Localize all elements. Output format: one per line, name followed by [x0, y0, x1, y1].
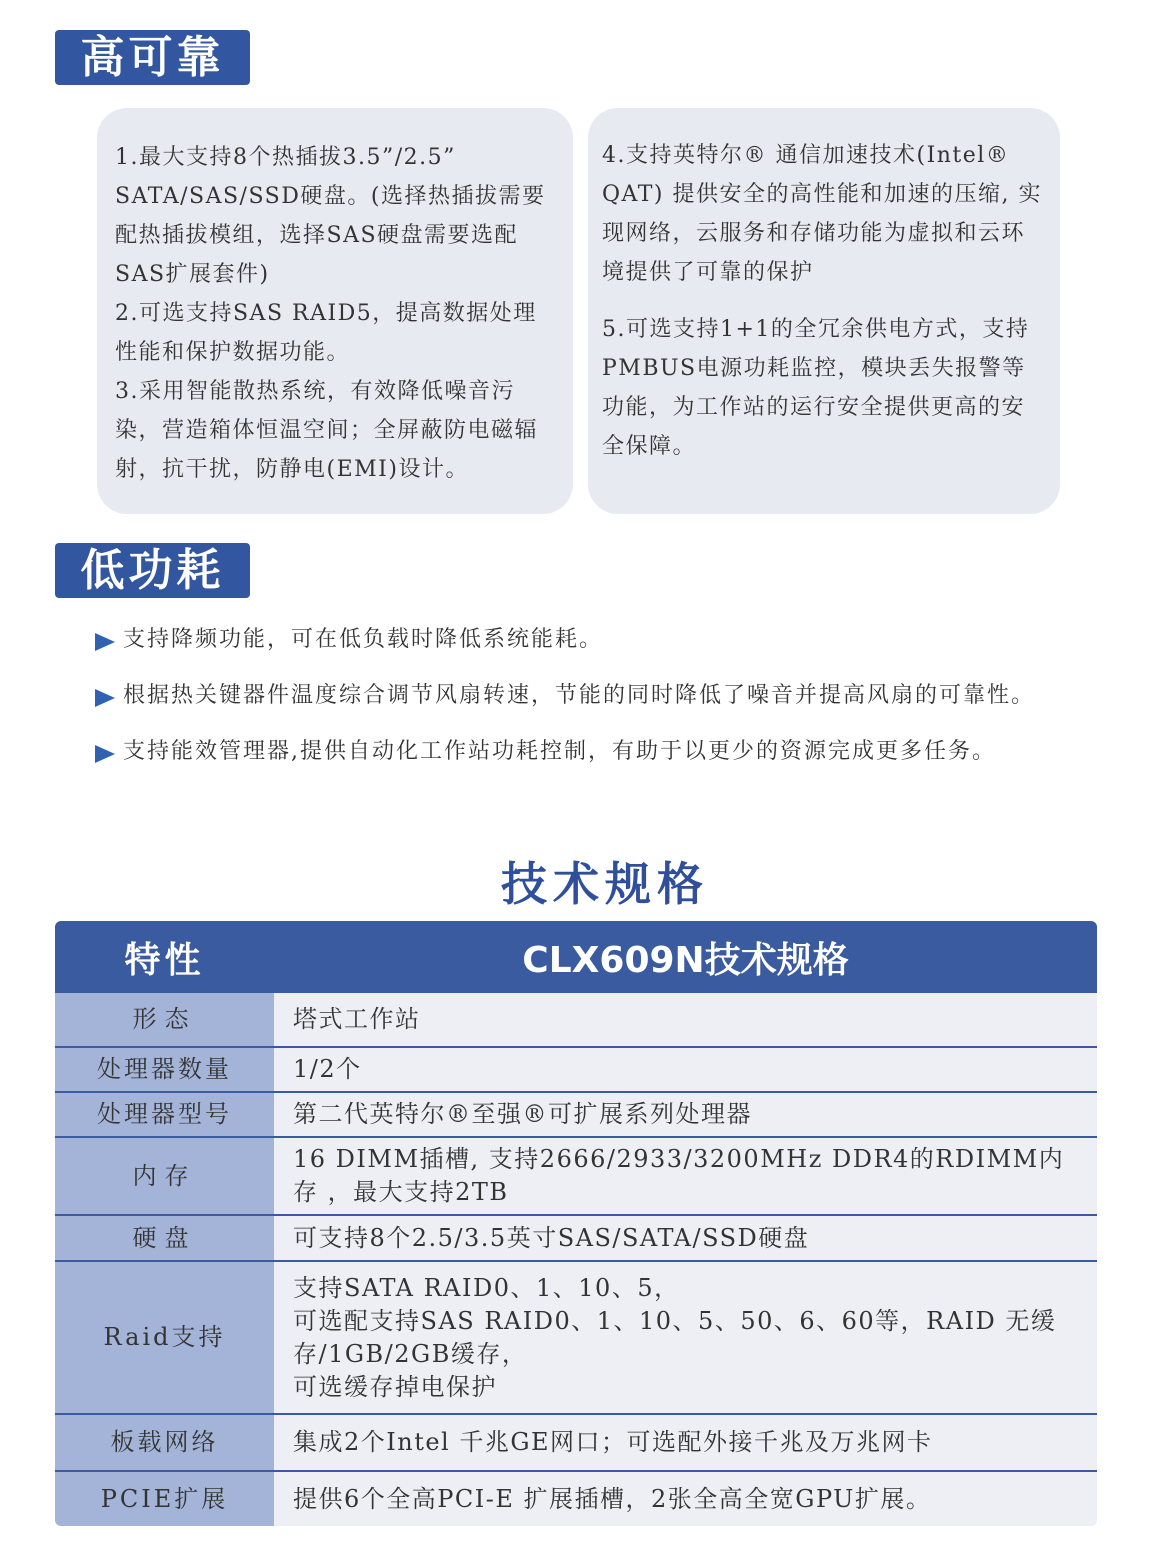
table-row [55, 1047, 1097, 1092]
row-feature: 板载网络 [55, 1414, 274, 1471]
row-value: 可支持8个2.5/3.5英寸SAS/SATA/SSD硬盘 [274, 1215, 1097, 1261]
section-title-low-power: 低功耗 [55, 543, 250, 598]
row-feature: 处理器数量 [55, 1047, 274, 1092]
list-item [95, 676, 1065, 716]
table-row [55, 1092, 1097, 1137]
reliability-card-left [97, 108, 573, 514]
reliability-item-5: 5.可选支持1+1的全冗余供电方式，支持PMBUS电源功耗监控，模块丢失报警等功能，为工作站的运行安全提供更高的安全保障。 [602, 317, 1030, 459]
arrow-bullet-icon [95, 633, 115, 651]
row-feature: 处理器型号 [55, 1092, 274, 1137]
row-value: 支持SATA RAID0、1、10、5， 可选配支持SAS RAID0、1、10、5、50、6、60等，RAID 无缓存/1GB/2GB缓存， 可选缓存掉电保护 [274, 1261, 1097, 1414]
row-feature: 硬盘 [55, 1215, 274, 1261]
specs-table [55, 921, 1097, 1526]
arrow-bullet-icon [95, 689, 115, 707]
table-row [55, 1414, 1097, 1471]
table-row [55, 993, 1097, 1047]
low-power-list [95, 620, 1065, 788]
list-item-text: 支持降频功能，可在低负载时降低系统能耗。 [123, 627, 604, 652]
reliability-item-2: 2.可选支持SAS RAID5，提高数据处理性能和保护数据功能。 [115, 301, 537, 365]
table-row [55, 1471, 1097, 1526]
row-value: 提供6个全高PCI-E 扩展插槽，2张全高全宽GPU扩展。 [274, 1471, 1097, 1526]
reliability-item-1: 1.最大支持8个热插拔3.5”/2.5” SATA/SAS/SSD硬盘。(选择热插拔需要配热插拔模组，选择SAS硬盘需要选配SAS扩展套件) [115, 145, 546, 287]
section-title-reliability: 高可靠 [55, 30, 250, 85]
arrow-bullet-icon [95, 745, 115, 763]
list-item-text: 支持能效管理器,提供自动化工作站功耗控制，有助于以更少的资源完成更多任务。 [123, 739, 996, 764]
row-value: 1/2个 [274, 1047, 1097, 1092]
header-spec: CLX609N技术规格 [274, 921, 1097, 993]
list-item [95, 732, 1065, 772]
table-row [55, 1261, 1097, 1414]
row-feature: 形态 [55, 993, 274, 1047]
table-row [55, 1215, 1097, 1261]
row-value: 第二代英特尔®至强®可扩展系列处理器 [274, 1092, 1097, 1137]
specs-heading: 技术规格 [501, 857, 709, 911]
row-value: 16 DIMM插槽, 支持2666/2933/3200MHz DDR4的RDIMM内存 ，最大支持2TB [274, 1137, 1097, 1215]
row-value: 塔式工作站 [274, 993, 1097, 1047]
reliability-item-4: 4.支持英特尔® 通信加速技术(Intel® QAT) 提供安全的高性能和加速的压缩, 实现网络，云服务和存储功能为虚拟和云环境提供了可靠的保护 [602, 143, 1042, 285]
list-item-text: 根据热关键器件温度综合调节风扇转速，节能的同时降低了噪音并提高风扇的可靠性。 [123, 683, 1036, 708]
reliability-item-3: 3.采用智能散热系统，有效降低噪音污染，营造箱体恒温空间；全屏蔽防电磁辐射，抗干扰，防静电(EMI)设计。 [115, 379, 539, 482]
table-row [55, 1137, 1097, 1215]
table-header-row [55, 921, 1097, 993]
row-feature: PCIE扩展 [55, 1471, 274, 1526]
list-item [95, 620, 1065, 660]
row-value: 集成2个Intel 千兆GE网口；可选配外接千兆及万兆网卡 [274, 1414, 1097, 1471]
row-feature: Raid支持 [55, 1261, 274, 1414]
header-feature: 特性 [55, 921, 274, 993]
reliability-card-right [588, 108, 1060, 514]
row-feature: 内存 [55, 1137, 274, 1215]
